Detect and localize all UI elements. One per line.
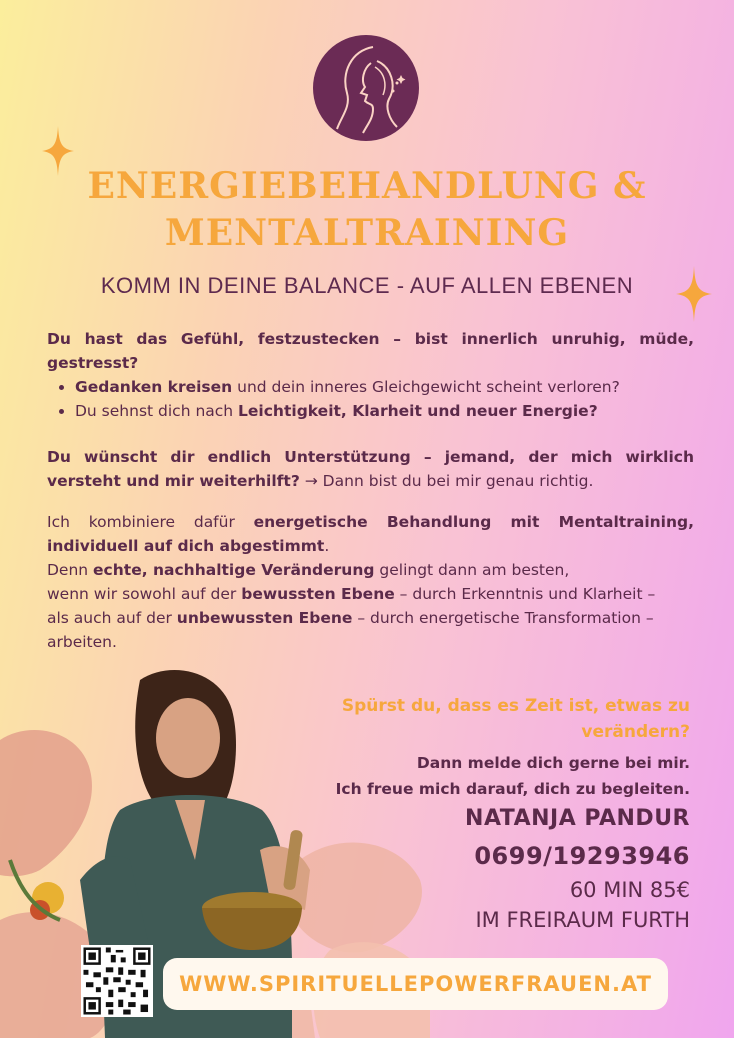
list-item: • Du sehnst dich nach Leichtigkeit, Klarheit und neuer Energie?: [75, 399, 694, 423]
page-title-line1: ENERGIEBEHANDLUNG &: [87, 165, 647, 207]
contact-name: NATANJA PANDUR: [465, 806, 690, 831]
intro-question: Du hast das Gefühl, festzustecken – bist innerlich unruhig, müde, gestresst?: [47, 330, 694, 372]
page-title-line2: MENTALTRAINING: [164, 212, 570, 254]
intro-block: [47, 327, 694, 423]
cta-question: Spürst du, dass es Zeit ist, etwas zu verändern?: [341, 696, 690, 742]
contact-phone[interactable]: 0699/19293946: [474, 842, 690, 870]
website-link[interactable]: WWW.SPIRITUELLEPOWERFRAUEN.AT: [179, 972, 652, 996]
woman-face-logo-icon: [311, 33, 421, 143]
support-paragraph: Du wünscht dir endlich Unterstützung – jemand, der mich wirklich versteht und mir weiterhilft? → Dann bist du bei mir genau richtig.: [47, 448, 694, 490]
website-banner[interactable]: [163, 958, 668, 1010]
price-info: 60 MIN 85€: [569, 878, 690, 902]
cta-text: Dann melde dich gerne bei mir. Ich freue mich darauf, dich zu begleiten.: [335, 754, 690, 798]
page-subtitle: KOMM IN DEINE BALANCE - AUF ALLEN EBENEN: [100, 273, 634, 298]
intro-bullets: [47, 375, 694, 423]
qr-code-icon[interactable]: [81, 945, 153, 1017]
location-info: IM FREIRAUM FURTH: [475, 908, 690, 932]
method-paragraph: Ich kombiniere dafür energetische Behandlung mit Mentaltraining, individuell auf dich abgestimmt. Denn echte, nachhaltige Veränderung gelingt dann am besten, wenn wir sowohl auf der bewussten Ebene – durch Erkenntnis und Klarheit – als auch auf der unbewussten Ebene – durch energetische Transformation – arbeiten.: [47, 513, 694, 651]
list-item: • Gedanken kreisen und dein inneres Gleichgewicht scheint verloren?: [75, 375, 694, 399]
